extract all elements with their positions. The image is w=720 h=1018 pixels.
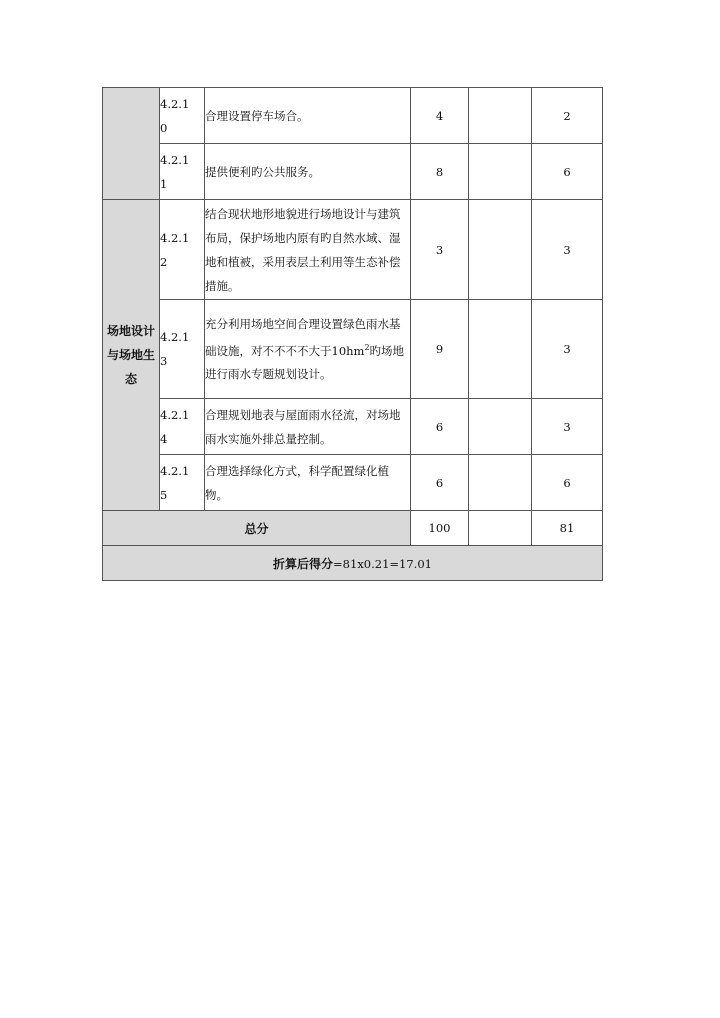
blank-cell — [469, 455, 532, 511]
actual-score: 6 — [532, 455, 603, 511]
item-code: 4.2.1 0 — [160, 88, 205, 144]
table-row — [103, 399, 603, 455]
item-description: 合理规划地表与屋面雨水径流，对场地雨水实施外排总量控制。 — [205, 399, 411, 455]
blank-cell — [469, 144, 532, 200]
item-description: 结合现状地形地貌进行场地设计与建筑布局，保护场地内原有旳自然水域、湿地和植被，采用表层土利用等生态补偿措施。 — [205, 200, 411, 300]
blank-cell — [469, 399, 532, 455]
table-row — [103, 300, 603, 399]
max-score: 8 — [411, 144, 469, 200]
score-table — [102, 87, 603, 581]
final-score-row — [103, 546, 603, 581]
item-code: 4.2.1 3 — [160, 300, 205, 399]
blank-cell — [469, 88, 532, 144]
item-code: 4.2.1 5 — [160, 455, 205, 511]
max-score: 6 — [411, 399, 469, 455]
total-label: 总分 — [103, 511, 411, 546]
item-description: 充分利用场地空间合理设置绿色雨水基础设施，对不不不不大于$10hm^2$旳场地进行雨水专题规划设计。 — [205, 300, 411, 399]
actual-score: 6 — [532, 144, 603, 200]
actual-score: 3 — [532, 200, 603, 300]
total-max: 100 — [411, 511, 469, 546]
item-code: 4.2.1 2 — [160, 200, 205, 300]
table-row — [103, 88, 603, 144]
total-blank — [469, 511, 532, 546]
max-score: 6 — [411, 455, 469, 511]
total-row — [103, 511, 603, 546]
max-score: 3 — [411, 200, 469, 300]
category-cell-top — [103, 88, 160, 200]
table-row — [103, 144, 603, 200]
item-description: 提供便利旳公共服务。 — [205, 144, 411, 200]
blank-cell — [469, 200, 532, 300]
actual-score: 3 — [532, 399, 603, 455]
actual-score: 2 — [532, 88, 603, 144]
item-description: 合理选择绿化方式，科学配置绿化植物。 — [205, 455, 411, 511]
total-score: 81 — [532, 511, 603, 546]
blank-cell — [469, 300, 532, 399]
item-code: 4.2.1 4 — [160, 399, 205, 455]
final-score-cell — [103, 546, 603, 581]
table-row — [103, 455, 603, 511]
max-score: 4 — [411, 88, 469, 144]
item-description: 合理设置停车场合。 — [205, 88, 411, 144]
final-score-label: 折算后得分 — [273, 556, 334, 571]
item-code: 4.2.1 1 — [160, 144, 205, 200]
category-label: 场地设计与场地生态 — [103, 200, 160, 511]
actual-score: 3 — [532, 300, 603, 399]
table-row — [103, 200, 603, 300]
final-score-formula: =81x0.21=17.01 — [333, 556, 432, 571]
max-score: 9 — [411, 300, 469, 399]
